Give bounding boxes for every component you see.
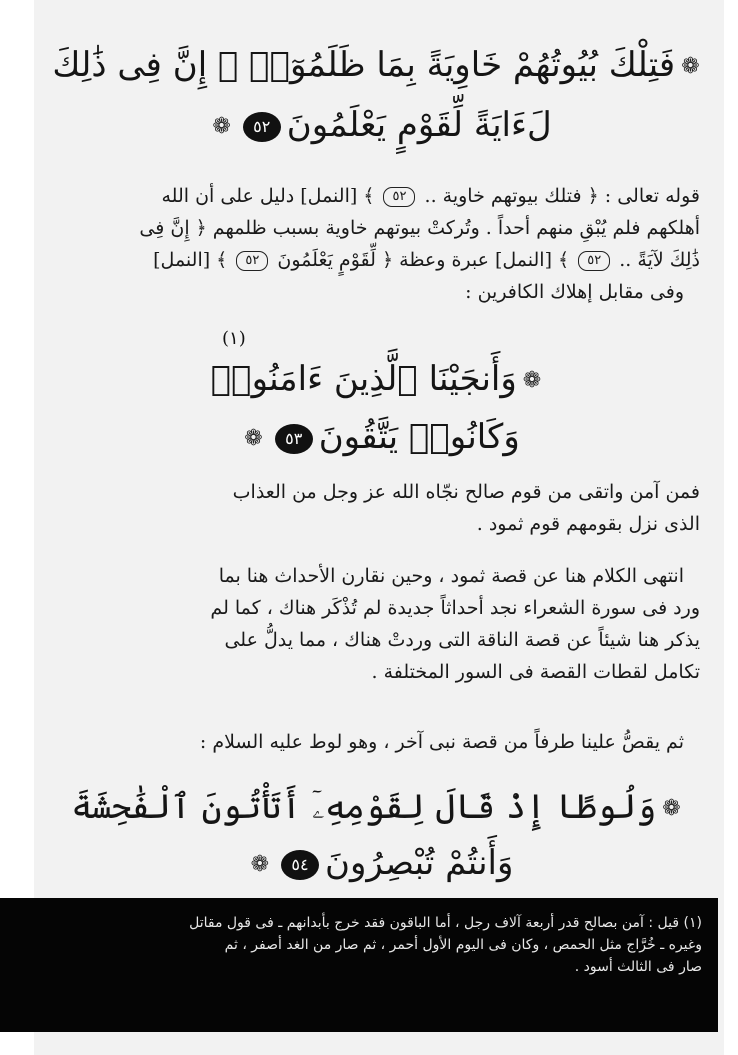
commentary-paragraph-1 [62,180,700,308]
verse-text: فَتِلْكَ بُيُوتُهُمْ خَاوِيَةً بِمَا ظَلَمُوٓا۟ ۚ إِنَّ فِى ذَٰلِكَ [52,45,676,85]
commentary-line: ذَٰلِكَ لآيَةً .. ٥٢ ﴾ [النمل] عبرة وعظة ﴿ لِّقَوْمٍ يَعْلَمُونَ ٥٢ ﴾ [النمل] [153,249,700,271]
quran-verse-54-line2 [34,843,724,883]
commentary-paragraph-4 [62,726,700,758]
verse-text: وَلُوطًا إِذْ قَالَ لِقَوْمِهِۦٓ أَتَأْتُونَ ٱلْفَٰحِشَةَ [71,787,657,827]
verse-number-badge: ٥٢ [383,187,415,207]
verse-ornament-icon: ❁ [250,852,270,877]
verse-text: وَأَنجَيْنَا ٱلَّذِينَ ءَامَنُوا۟ [210,359,517,399]
commentary-line: الذى نزل بقومهم قوم ثمود . [476,513,700,535]
verse-ornament-icon: ❁ [662,796,681,821]
verse-text: وَكَانُوا۟ يَتَّقُونَ [318,417,520,457]
quran-verse-52-line1 [34,45,724,85]
verse-text: وَأَنتُمْ تُبْصِرُونَ [325,843,514,883]
verse-number-badge: ٥٢ [578,251,610,271]
verse-ornament-icon: ❁ [681,54,700,79]
verse-ornament-icon: ❁ [522,368,542,393]
footnote-marker: (١) [222,328,246,349]
commentary-line: فمن آمن واتقى من قوم صالح نجّاه الله عز وجل من العذاب [232,481,700,503]
verse-number-badge: ٥٢ [236,251,268,271]
verse-ornament-icon: ❁ [212,114,231,139]
quran-verse-53-line2 [34,417,724,457]
verse-number-medallion-icon: ٥٣ [275,424,313,454]
verse-ornament-icon: ❁ [244,426,263,451]
quran-verse-53-line1 [34,359,724,399]
commentary-line: قوله تعالى : ﴿ فتلك بيوتهم خاوية .. ٥٢ ﴾ [النمل] دليل على أن الله [161,185,700,207]
quran-verse-54-line1 [34,787,724,827]
commentary-line: انتهى الكلام هنا عن قصة ثمود ، وحين نقارن الأحداث هنا بما [218,565,684,587]
footnote-line: صار فى الثالث أسود . [574,959,702,975]
verse-text: لَءَايَةً لِّقَوْمٍ يَعْلَمُونَ [286,105,552,145]
quran-verse-52-line2 [34,105,724,145]
commentary-line: يذكر هنا شيئاً عن قصة الناقة التى وردتْ هناك ، مما يدلُّ على [224,629,700,651]
footnote-line: (١) قيل : آمن بصالح قدر أربعة آلاف رجل ، أما الباقون فقد خرج بأبدانهم ـ فى قول مقاتل [189,915,702,931]
commentary-paragraph-3 [62,560,700,688]
commentary-line: أهلكهم فلم يُبْقِ منهم أحداً . وتُركتْ بيوتهم خاوية بسبب ظلمهم ﴿ إِنَّ فِى [139,217,700,239]
commentary-line: وفى مقابل إهلاك الكافرين : [465,281,684,303]
commentary-line: ورد فى سورة الشعراء نجد أحداثاً جديدة لم تُذْكَر هناك ، كما لم [210,597,700,619]
footnote-block [0,898,718,1032]
verse-number-medallion-icon: ٥٢ [243,112,281,142]
verse-number-medallion-icon: ٥٤ [281,850,319,880]
commentary-line: تكامل لقطات القصة فى السور المختلفة . [371,661,700,683]
commentary-line: ثم يقصُّ علينا طرفاً من قصة نبى آخر ، وهو لوط عليه السلام : [199,731,684,753]
footnote-line: وغيره ـ خُرَّاج مثل الحمص ، وكان فى اليوم الأول أحمر ، ثم صار من الغد أصفر ، ثم [224,937,702,953]
commentary-paragraph-2 [62,476,700,540]
